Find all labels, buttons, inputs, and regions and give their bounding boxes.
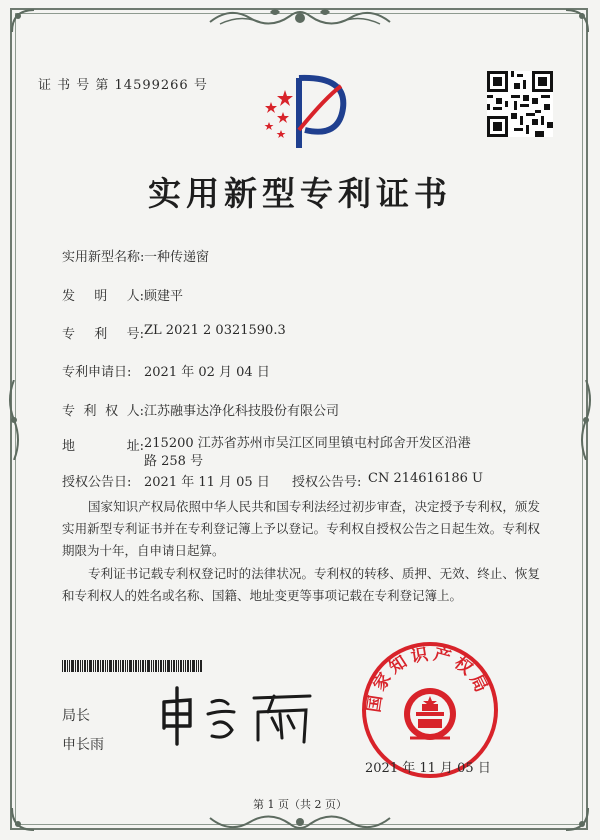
field-utility-name: [62, 246, 209, 265]
bottom-ornament: [200, 808, 400, 836]
left-ornament: [4, 380, 24, 460]
label-char: 号:: [126, 327, 144, 342]
seal-date: 2021 年 11 月 05 日: [365, 761, 491, 776]
barcode: [62, 660, 237, 672]
label-char: 地: [62, 439, 76, 454]
signatory-role: 局长: [62, 708, 90, 724]
label-char: 利: [83, 404, 97, 419]
field-address: [62, 435, 471, 471]
body-paragraph: 专利证书记载专利权登记时的法律状况。专利权的转移、质押、无效、终止、恢复和专利权人的姓名或名称、国籍、地址变更等事项记载在专利登记簿上。: [62, 566, 540, 603]
label-char: 人:: [126, 404, 144, 419]
certificate-number: 证 书 号 第 14599266 号: [38, 78, 208, 93]
field-label: [62, 435, 144, 471]
right-ornament: [576, 380, 596, 460]
field-value: [144, 435, 471, 471]
qr-code-pattern: [487, 71, 553, 137]
top-ornament: [200, 4, 400, 34]
field-patentee: [62, 400, 339, 419]
address-line-1: 215200 江苏省苏州市吴江区同里镇屯村邱舍开发区沿港: [144, 436, 471, 451]
field-label: 授权公告日:: [62, 475, 132, 490]
address-line-2: 路 258 号: [144, 454, 204, 469]
field-application-date: [62, 361, 270, 380]
field-value: 2021 年 02 月 04 日: [144, 365, 270, 380]
field-patent-number: [62, 323, 286, 342]
label-char: 址:: [126, 439, 144, 454]
field-inventor: [62, 285, 183, 304]
field-grant-date: [62, 471, 483, 490]
label-char: 明: [94, 289, 108, 304]
label-char: 专: [62, 327, 76, 342]
cnipa-logo: [255, 68, 350, 158]
field-label: [62, 400, 144, 419]
label-char: 人:: [126, 289, 144, 304]
corner-ornament-tr: [562, 6, 592, 36]
label-char: 利: [94, 327, 108, 342]
svg-text:国家知识产权局: 国家知识产权局: [364, 644, 493, 714]
field-value: 一种传递窗: [144, 250, 210, 265]
field-label: 授权公告号:: [292, 475, 362, 490]
field-label: 专利申请日:: [62, 365, 132, 380]
label-char: 专: [62, 404, 76, 419]
handwritten-signature: [150, 684, 325, 748]
page-footer: 第 1 页（共 2 页）: [253, 798, 347, 811]
label-char: 权: [105, 404, 119, 419]
field-value: CN 214616186 U: [368, 471, 483, 486]
signatory-name: 申长雨: [62, 737, 104, 753]
label-char: 发: [62, 289, 76, 304]
field-value: 顾建平: [144, 289, 184, 304]
qr-code: [487, 71, 553, 137]
field-label: [62, 323, 144, 342]
field-label: [62, 285, 144, 304]
field-label: 实用新型名称:: [62, 250, 145, 265]
field-value: 2021 年 11 月 05 日: [144, 475, 270, 490]
corner-ornament-tl: [8, 6, 38, 36]
body-paragraph: 国家知识产权局依照中华人民共和国专利法经过初步审查，决定授予专利权，颁发实用新型专利证书并在专利登记簿上予以登记。专利权自授权公告之日起生效。专利权期限为十年，自申请日起算。: [62, 499, 540, 558]
field-value: ZL 2021 2 0321590.3: [144, 323, 286, 338]
field-value: 江苏融事达净化科技股份有限公司: [144, 404, 340, 419]
certificate-title: 实用新型专利证书: [148, 174, 452, 213]
